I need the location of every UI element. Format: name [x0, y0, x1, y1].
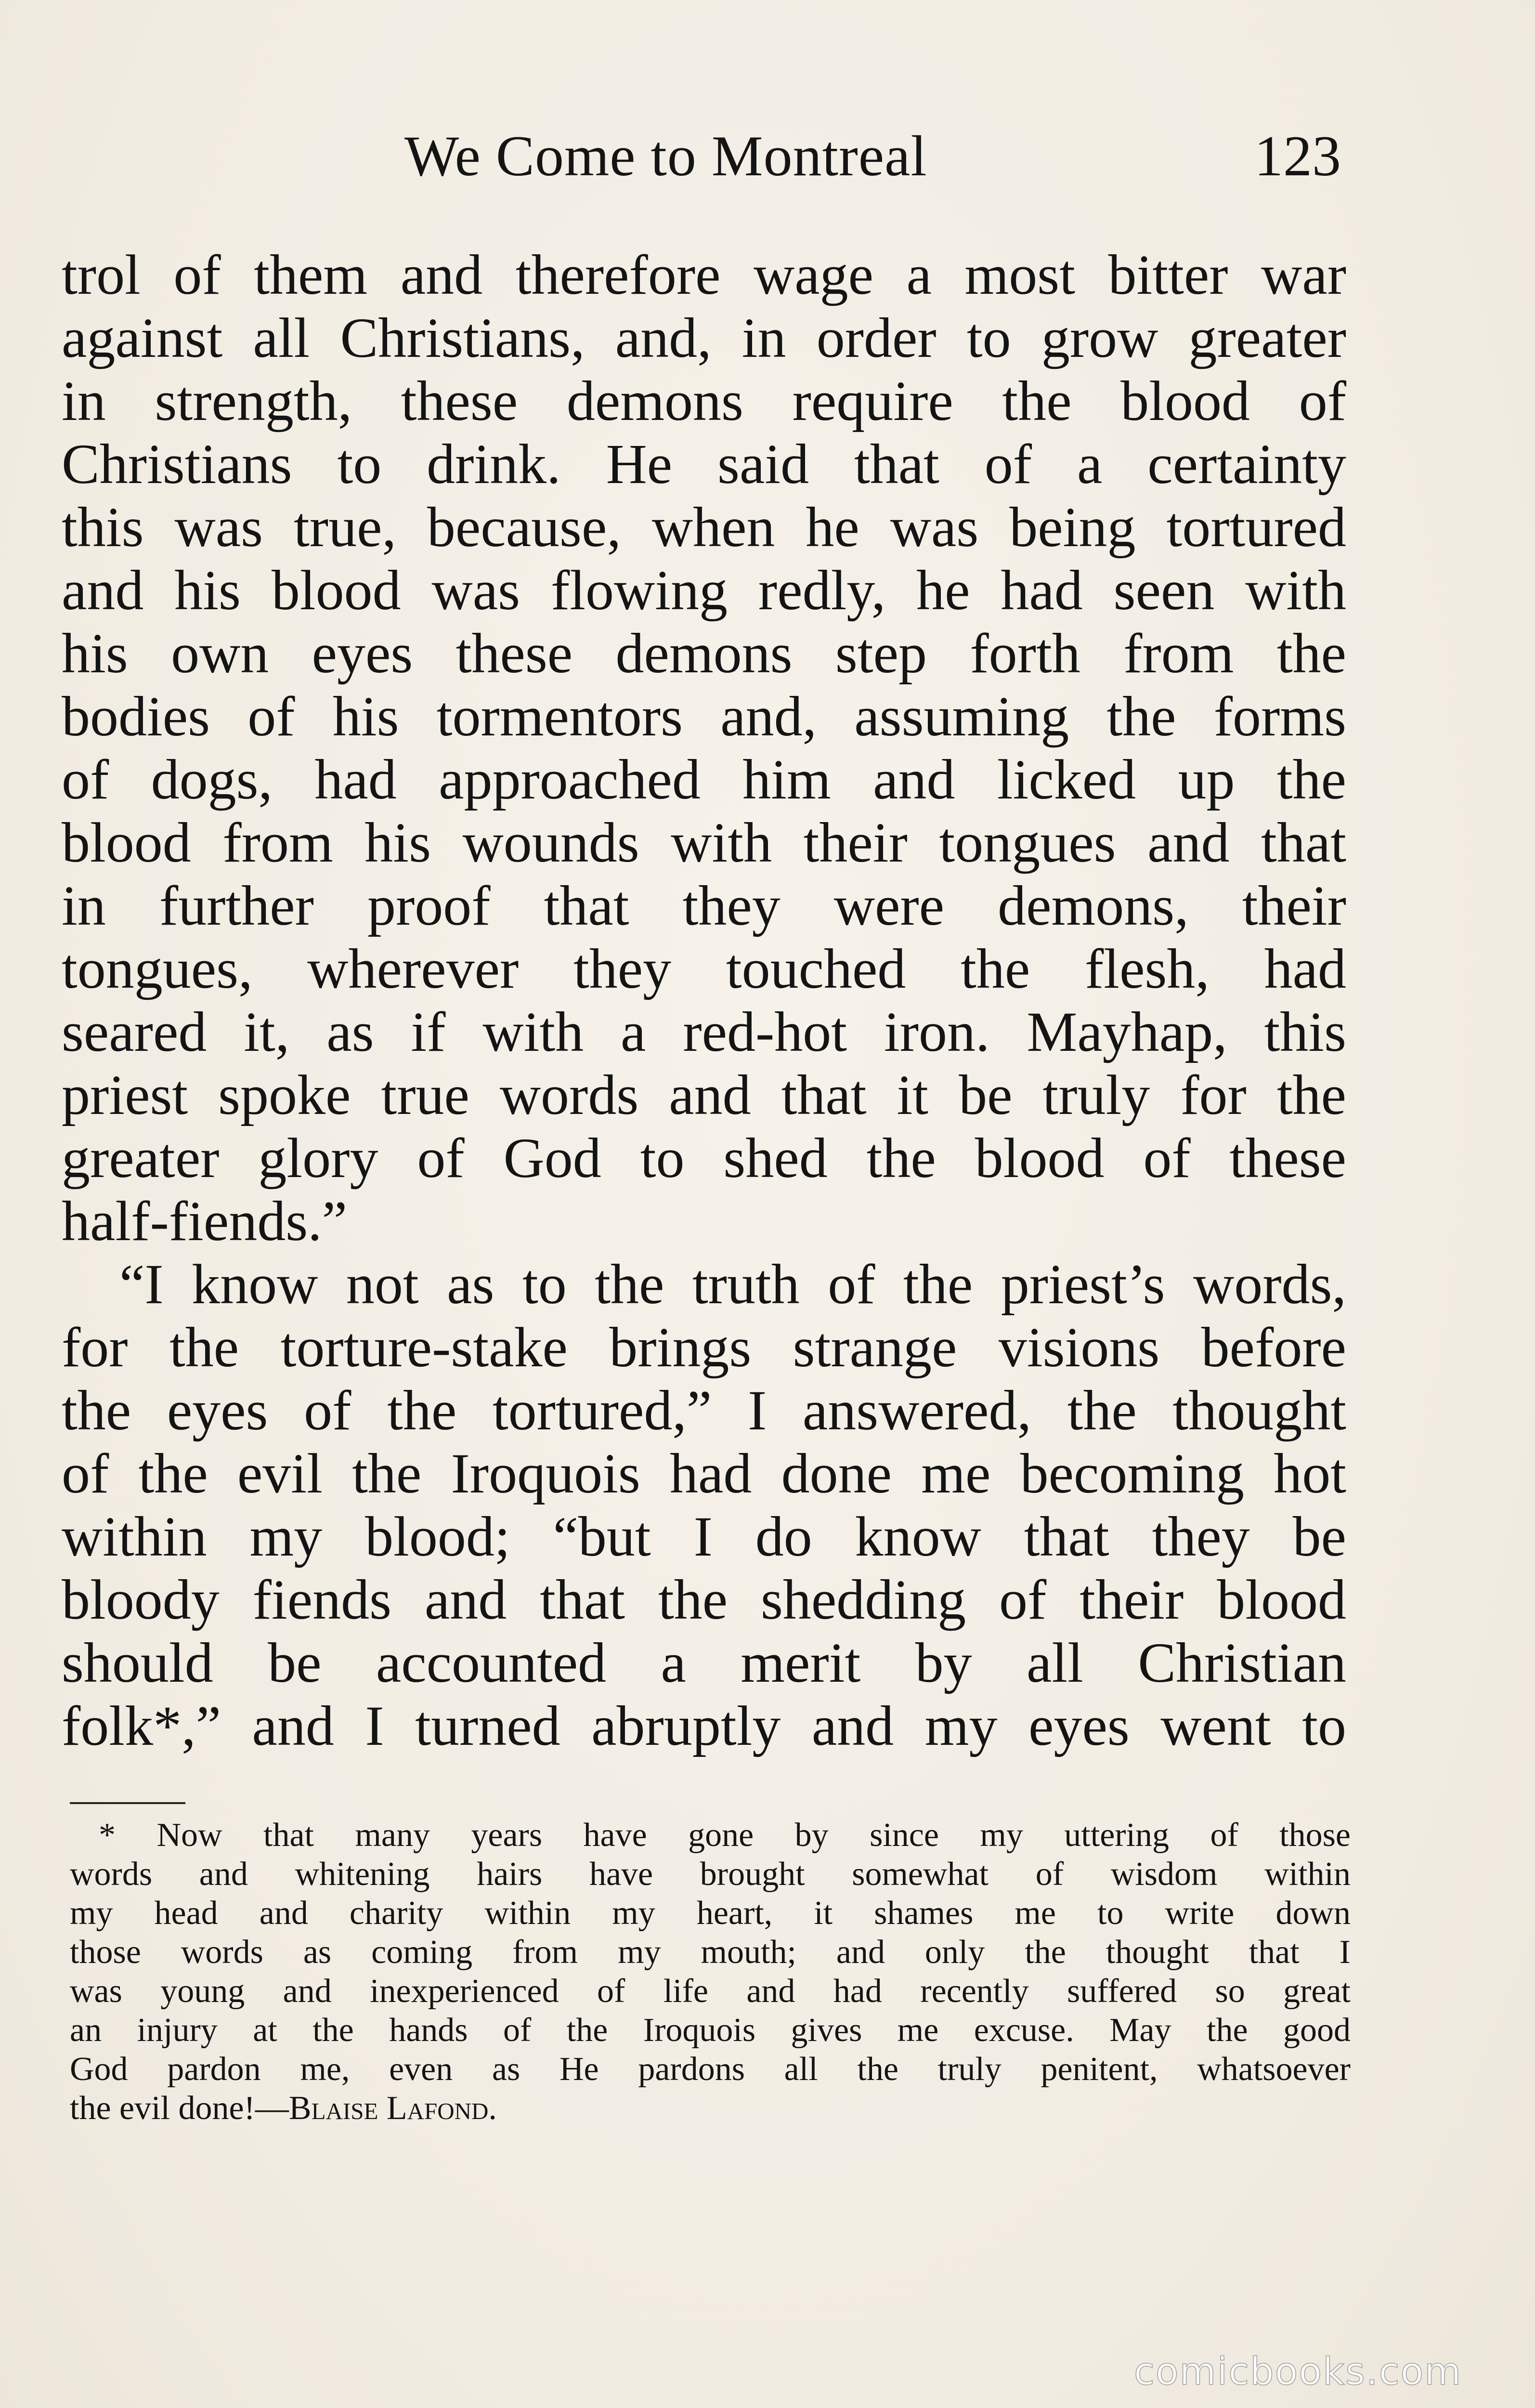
text-line: of dogs, had approached him and licked up the: [62, 748, 1346, 811]
footnote-signature: Blaise Lafond.: [288, 2090, 497, 2127]
footnote-line: God pardon me, even as He pardons all the truly penitent, whatsoever: [70, 2051, 1351, 2088]
text-line: within my blood; “but I do know that they be: [62, 1505, 1346, 1568]
text-line: “I know not as to the truth of the priest’s words,: [119, 1253, 1346, 1316]
text-line: should be accounted a merit by all Christian: [62, 1631, 1346, 1694]
text-line: the eyes of the tortured,” I answered, the thought: [62, 1379, 1346, 1442]
text-line: against all Christians, and, in order to grow greater: [62, 306, 1346, 369]
footnote-line: those words as coming from my mouth; and only the thought that I: [70, 1934, 1351, 1971]
text-line: in strength, these demons require the blood of: [62, 369, 1346, 432]
text-line: for the torture-stake brings strange visions before: [62, 1316, 1346, 1379]
footnote-line: * Now that many years have gone by since my uttering of those: [99, 1817, 1351, 1854]
text-line: blood from his wounds with their tongues and that: [62, 811, 1346, 874]
body-text: [62, 243, 1346, 1757]
text-line: tongues, wherever they touched the flesh, had: [62, 937, 1346, 1000]
watermark: comicbooks.com: [1134, 2350, 1462, 2394]
text-line: and his blood was flowing redly, he had seen with: [62, 559, 1346, 622]
text-line: his own eyes these demons step forth from the: [62, 622, 1346, 685]
text-line: Christians to drink. He said that of a certainty: [62, 432, 1346, 496]
text-line: greater glory of God to shed the blood of these: [62, 1126, 1346, 1190]
footnote-line: words and whitening hairs have brought somewhat of wisdom within: [70, 1856, 1351, 1893]
text-line: priest spoke true words and that it be truly for the: [62, 1063, 1346, 1126]
text-line: bodies of his tormentors and, assuming the forms: [62, 685, 1346, 748]
footnote-last-line: [70, 2089, 1351, 2128]
running-head-title: We Come to Montreal: [404, 124, 927, 188]
text-line: trol of them and therefore wage a most bitter war: [62, 243, 1346, 306]
page-number: 123: [1254, 124, 1341, 188]
text-line: of the evil the Iroquois had done me becoming hot: [62, 1442, 1346, 1505]
text-line: bloody fiends and that the shedding of their blood: [62, 1568, 1346, 1631]
text-line: this was true, because, when he was being tortured: [62, 496, 1346, 559]
footnote-line: an injury at the hands of the Iroquois gives me excuse. May the good: [70, 2012, 1351, 2049]
footnote: [70, 1816, 1351, 2128]
footnote-rule: [70, 1802, 185, 1804]
footnote-last-line-text: the evil done!—: [70, 2090, 289, 2127]
text-line: in further proof that they were demons, their: [62, 874, 1346, 937]
text-line: half-fiends.”: [62, 1190, 347, 1253]
text-line: seared it, as if with a red-hot iron. Mayhap, this: [62, 1000, 1346, 1063]
footnote-line: was young and inexperienced of life and had recently suffered so great: [70, 1973, 1351, 2010]
footnote-line: my head and charity within my heart, it shames me to write down: [70, 1895, 1351, 1932]
text-line: folk*,” and I turned abruptly and my eyes went to: [62, 1694, 1346, 1757]
